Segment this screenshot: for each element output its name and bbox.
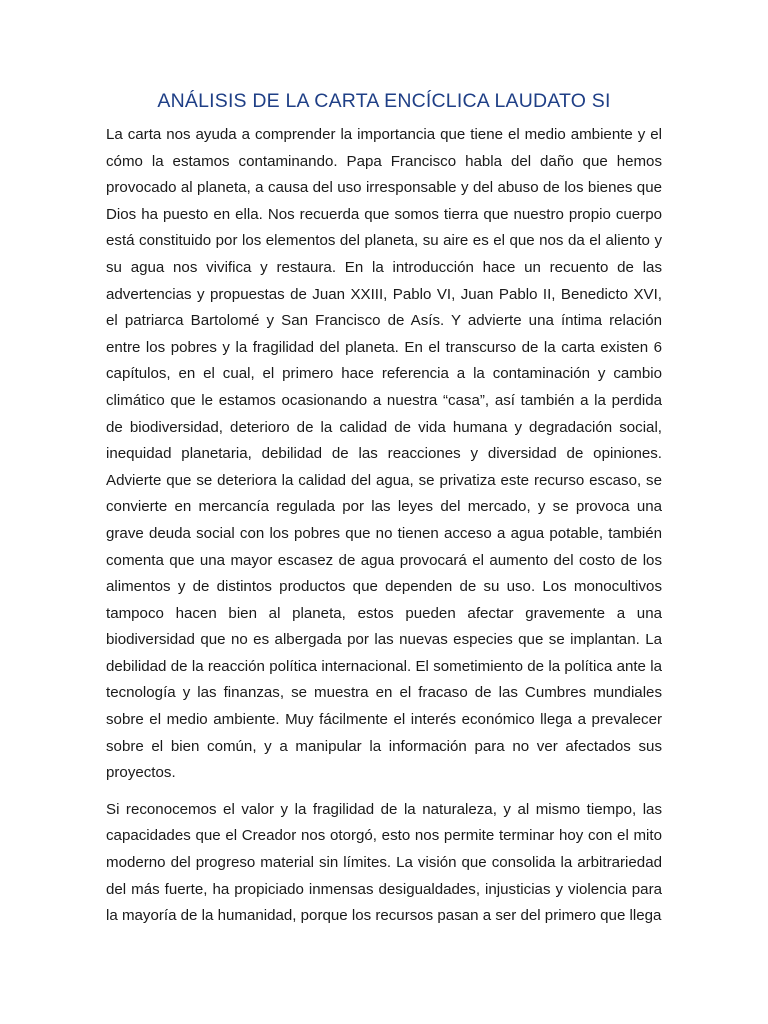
document-title: ANÁLISIS DE LA CARTA ENCÍCLICA LAUDATO SI bbox=[157, 90, 611, 112]
body-paragraph-1: La carta nos ayuda a comprender la importancia que tiene el medio ambiente y el cómo la estamos contaminando. Papa Francisco habla del daño que hemos provocado al planeta, a causa del uso irresponsable y del abuso de los bienes que Dios ha puesto en ella. Nos recuerda que somos tierra que nuestro propio cuerpo está constituido por los elementos del planeta, su aire es el que nos da el aliento y su agua nos vivifica y restaura. En la introducción hace un recuento de las advertencias y propuestas de Juan XXIII, Pablo VI, Juan Pablo II, Benedicto XVI, el patriarca Bartolomé y San Francisco de Asís. Y advierte una íntima relación entre los pobres y la fragilidad del planeta. En el transcurso de la carta existen 6 capítulos, en el cual, el primero hace referencia a la contaminación y cambio climático que le estamos ocasionando a nuestra “casa”, así también a la perdida de biodiversidad, deterioro de la calidad de vida humana y degradación social, inequidad planetaria, debilidad de las reacciones y diversidad de opiniones. Advierte que se deteriora la calidad del agua, se privatiza este recurso escaso, se convierte en mercancía regulada por las leyes del mercado, y se provoca una grave deuda social con los pobres que no tienen acceso a agua potable, también comenta que una mayor escasez de agua provocará el aumento del costo de los alimentos y de distintos productos que dependen de su uso. Los monocultivos tampoco hacen bien al planeta, estos pueden afectar gravemente a una biodiversidad que no es albergada por las nuevas especies que se implantan. La debilidad de la reacción política internacional. El sometimiento de la política ante la tecnología y las finanzas, se muestra en el fracaso de las Cumbres mundiales sobre el medio ambiente. Muy fácilmente el interés económico llega a prevalecer sobre el bien común, y a manipular la información para no ver afectados sus proyectos. bbox=[106, 126, 662, 782]
body-paragraph-2: Si reconocemos el valor y la fragilidad de la naturaleza, y al mismo tiempo, las capacidades que el Creador nos otorgó, esto nos permite terminar hoy con el mito moderno del progreso material sin límites. La visión que consolida la arbitrariedad del más fuerte, ha propiciado inmensas desigualdades, injusticias y violencia para la mayoría de la humanidad, porque los recursos pasan a ser del primero que llega bbox=[106, 800, 662, 925]
